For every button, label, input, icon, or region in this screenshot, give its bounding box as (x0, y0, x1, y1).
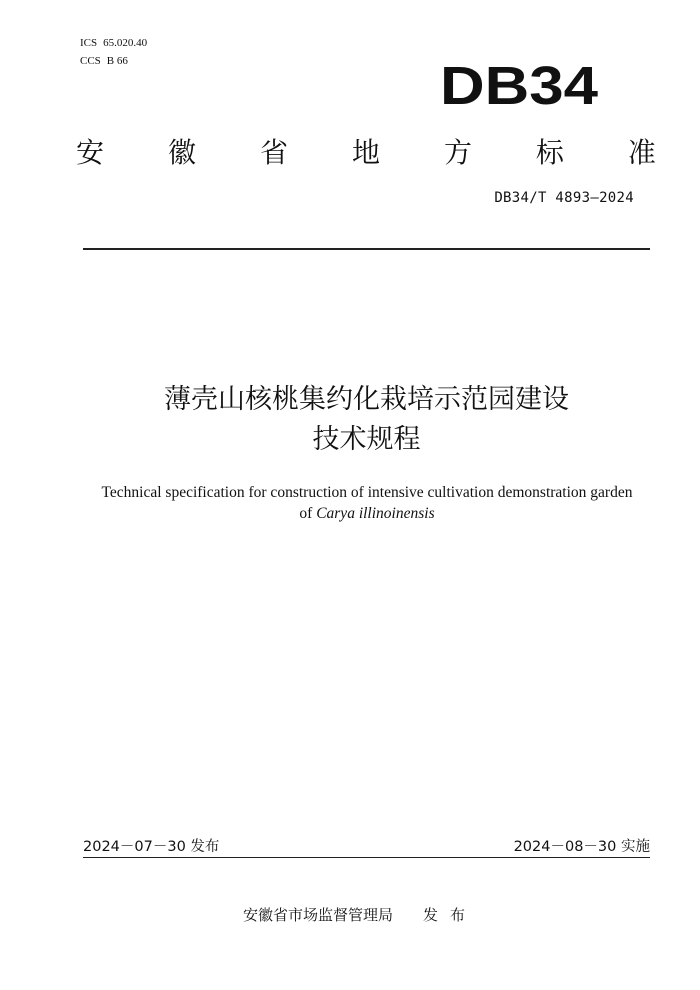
ccs-value: B 66 (106, 55, 128, 67)
ics-row (80, 34, 147, 52)
bottom-divider (83, 857, 650, 858)
english-title-prefix: of (299, 505, 313, 522)
ccs-label: CCS (80, 55, 101, 67)
issue-date: 2024－07－30 发布 (83, 839, 220, 855)
publisher-line (0, 904, 700, 925)
chinese-title (83, 380, 650, 460)
chinese-title-line-1: 薄壳山核桃集约化栽培示范园建设 (164, 384, 569, 415)
top-divider (83, 248, 650, 250)
standard-type-char: 安 (76, 136, 105, 169)
ccs-row (80, 52, 147, 70)
standard-type-char: 地 (351, 136, 380, 169)
classification-codes (80, 34, 147, 70)
standard-type-heading (76, 134, 656, 172)
chinese-title-line-2: 技术规程 (312, 424, 421, 455)
db34-logo (440, 58, 600, 116)
implementation-date: 2024－08－30 实施 (513, 839, 650, 855)
english-title (70, 482, 664, 524)
publisher-name: 安徽省市场监督管理局 (242, 906, 393, 924)
publish-verb: 发布 (423, 906, 478, 924)
standard-type-char: 徽 (167, 136, 196, 169)
standard-type-char: 准 (627, 136, 656, 169)
standard-number: DB34/T 4893—2024 (494, 190, 634, 206)
standard-type-char: 方 (443, 136, 472, 169)
english-title-line-2 (70, 503, 664, 524)
db34-logo-text: DB34 (440, 58, 598, 116)
ics-value: 65.020.40 (103, 37, 148, 49)
standard-type-char: 省 (259, 136, 288, 169)
english-title-line-1: Technical specification for construction of intensive cultivation demonstration garden (101, 484, 633, 501)
standard-type-char: 标 (535, 136, 564, 169)
ics-label: ICS (80, 37, 98, 49)
species-name: Carya illinoinensis (316, 505, 435, 522)
